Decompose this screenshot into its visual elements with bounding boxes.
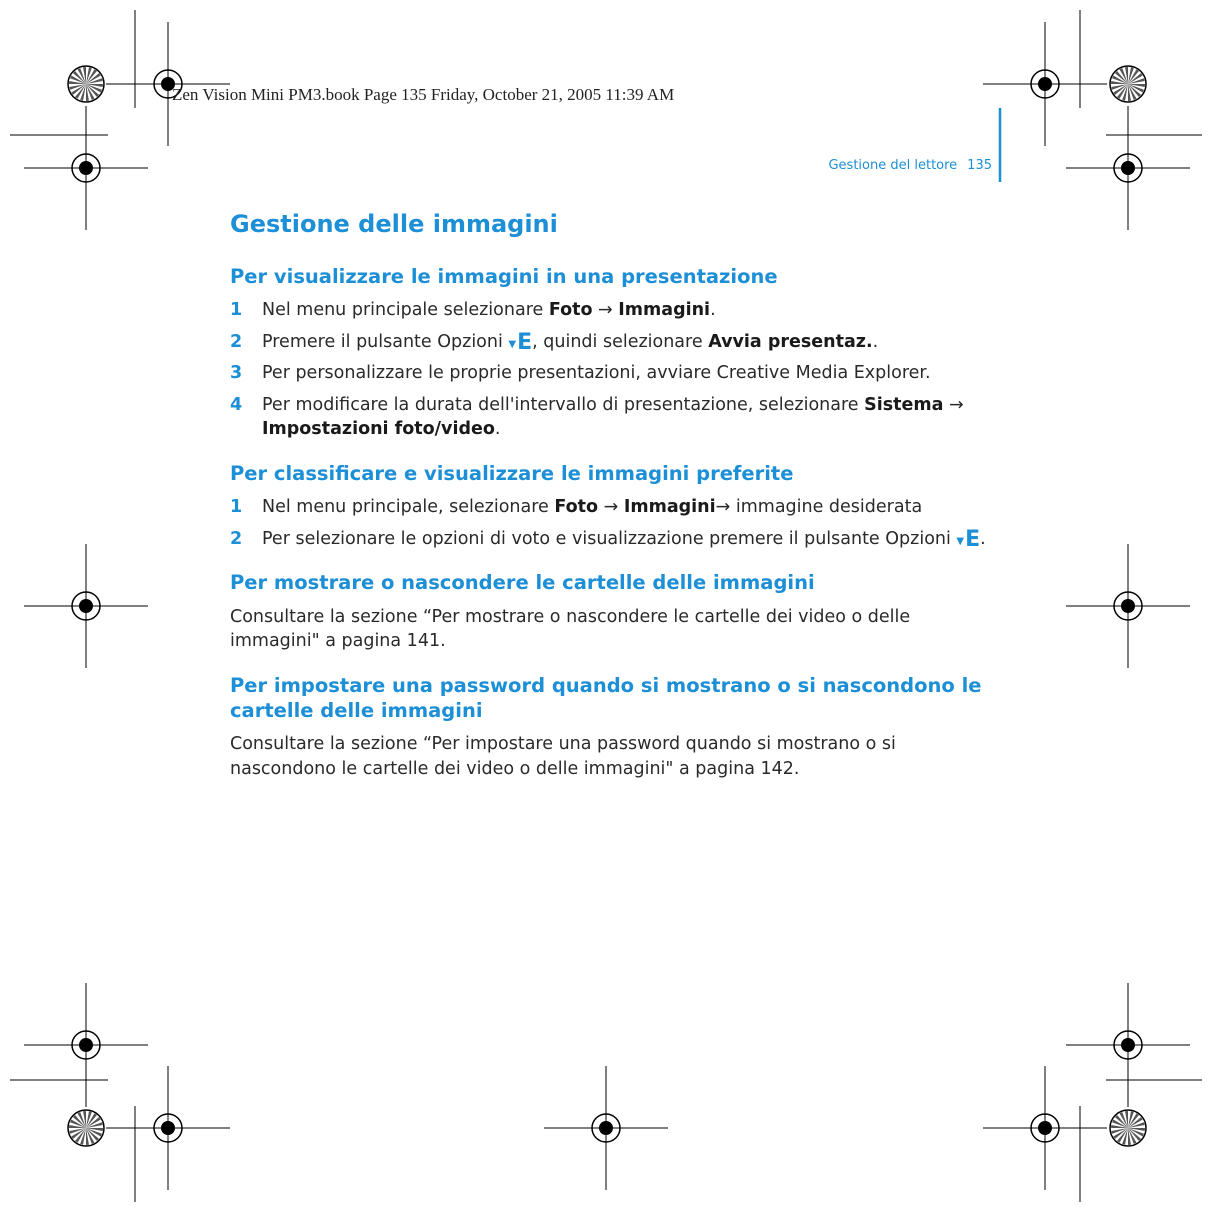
step-text: immagine desiderata xyxy=(735,497,923,518)
menu-item-immagini: Immagini xyxy=(623,497,716,518)
step-text: . xyxy=(494,419,501,440)
section-heading: Per mostrare o nascondere le cartelle delle immagini xyxy=(230,571,815,595)
section-heading: Per impostare una password quando si mostrano o si nascondono le cartelle delle immagini xyxy=(230,673,982,722)
step-text: Per selezionare le opzioni di voto e visualizzazione premere il pulsante Opzioni xyxy=(262,528,957,549)
step-text: . xyxy=(872,331,879,352)
step-text: Per modificare la durata dell'intervallo di presentazione, selezionare xyxy=(262,394,865,415)
page-title: Gestione delle immagini xyxy=(230,210,558,238)
list-item xyxy=(230,527,1000,552)
list-item xyxy=(230,330,1000,355)
menu-item-sistema: Sistema xyxy=(864,394,944,415)
arrow-icon: → xyxy=(943,394,964,415)
steps-list xyxy=(230,495,1000,551)
step-number: 2 xyxy=(230,331,243,352)
menu-item-immagini: Immagini xyxy=(618,300,711,321)
step-text: Premere il pulsante Opzioni xyxy=(262,331,509,352)
list-item xyxy=(230,495,1000,520)
menu-item-foto: Foto xyxy=(554,497,599,518)
menu-item-avvia-presentaz: Avvia presentaz. xyxy=(708,331,873,352)
section-heading: Per visualizzare le immagini in una presentazione xyxy=(230,265,778,288)
running-head-section: Gestione del lettore xyxy=(828,158,958,173)
cross-reference-text: Consultare la sezione “Per mostrare o nascondere le cartelle dei video o delle immagini" a pagina 141. xyxy=(230,606,911,652)
arrow-icon: → xyxy=(715,497,736,518)
options-menu-icon: ▼E xyxy=(508,329,533,355)
step-number: 1 xyxy=(230,300,243,321)
step-text: . xyxy=(980,528,986,549)
running-head-page-number: 135 xyxy=(967,158,992,173)
steps-list xyxy=(230,298,1000,442)
step-text: Nel menu principale, selezionare xyxy=(262,497,555,518)
cross-reference-text: Consultare la sezione “Per impostare una password quando si mostrano o si nascondono le cartelle dei video o delle immagini" a pagina 142. xyxy=(230,734,896,779)
menu-item-foto: Foto xyxy=(548,300,593,321)
step-number: 3 xyxy=(230,363,243,384)
step-text: , quindi selezionare xyxy=(532,331,709,352)
section-password xyxy=(230,673,1000,782)
step-number: 2 xyxy=(230,528,243,549)
list-item xyxy=(230,393,1000,442)
step-text: Per personalizzare le proprie presentazioni, avviare Creative Media Explorer. xyxy=(262,363,931,384)
list-item xyxy=(230,298,1000,323)
slug-line: Zen Vision Mini PM3.book Page 135 Friday, October 21, 2005 11:39 AM xyxy=(172,85,675,104)
list-item xyxy=(230,361,1000,386)
step-text: . xyxy=(710,300,716,321)
section-favorites xyxy=(230,461,1000,551)
running-head xyxy=(828,158,992,173)
step-text: Nel menu principale selezionare xyxy=(262,300,549,321)
arrow-icon: → xyxy=(592,300,619,321)
menu-item-impostazioni-foto-video: Impostazioni foto/video xyxy=(262,419,495,440)
section-heading: Per classificare e visualizzare le immagini preferite xyxy=(230,461,794,485)
page-content xyxy=(230,210,1000,800)
options-menu-icon: ▼E xyxy=(956,526,981,552)
step-number: 1 xyxy=(230,497,243,518)
arrow-icon: → xyxy=(598,497,624,518)
step-number: 4 xyxy=(230,394,243,415)
section-folders xyxy=(230,570,1000,653)
section-slideshow xyxy=(230,264,1000,442)
